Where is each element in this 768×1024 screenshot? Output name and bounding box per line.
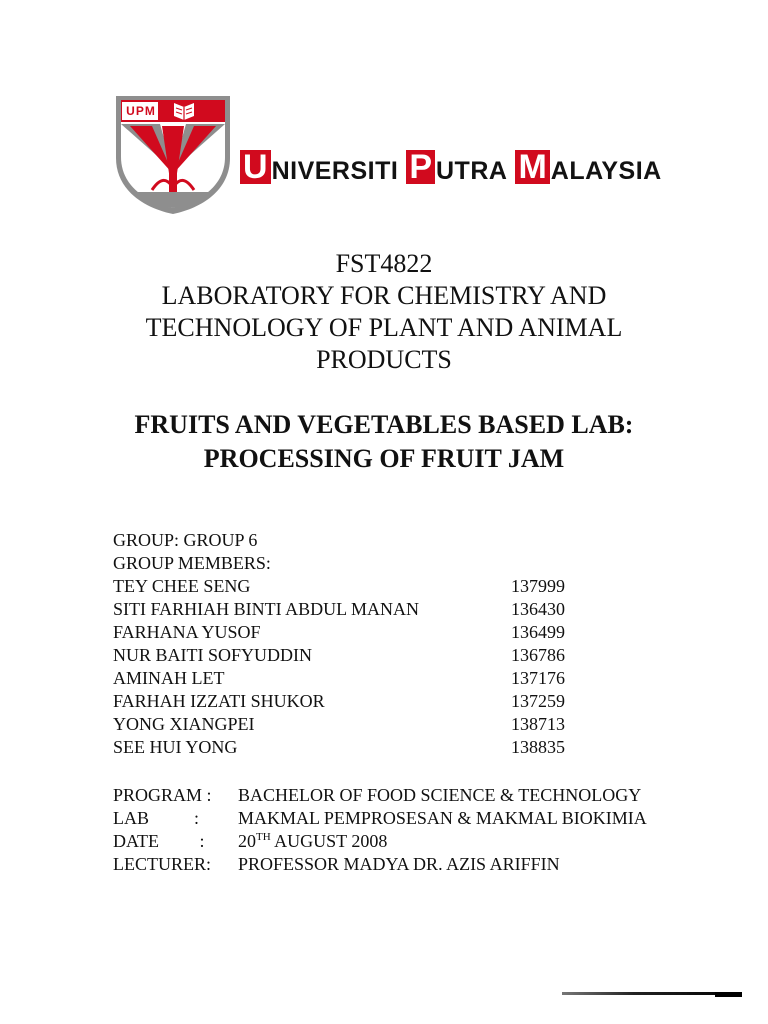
word-rest-1: NIVERSITI: [271, 157, 399, 185]
university-name-word-2: [406, 150, 507, 184]
lab-row: [113, 807, 753, 830]
member-id: 136786: [511, 645, 565, 665]
date-rest: AUGUST 2008: [270, 831, 388, 851]
member-row: [113, 644, 713, 667]
date-row: [113, 830, 753, 853]
initial-u: U: [240, 150, 271, 184]
member-id: 136499: [511, 622, 565, 642]
lab-value: MAKMAL PEMPROSESAN & MAKMAL BIOKIMIA: [238, 808, 647, 828]
lab-title: [60, 408, 708, 476]
date-value: [238, 830, 387, 853]
university-name: [240, 138, 670, 184]
report-details: [113, 784, 753, 876]
member-row: [113, 575, 713, 598]
university-name-word-3: [515, 150, 661, 184]
course-code: FST4822: [335, 249, 433, 278]
lab-title-line-2: PROCESSING OF FRUIT JAM: [203, 444, 565, 473]
program-label: PROGRAM :: [113, 785, 212, 805]
member-name: SEE HUI YONG: [113, 737, 238, 757]
program-value: BACHELOR OF FOOD SCIENCE & TECHNOLOGY: [238, 785, 642, 805]
date-day: 20: [238, 831, 256, 851]
member-name: FARHANA YUSOF: [113, 622, 261, 642]
group-number: GROUP: GROUP 6: [113, 530, 258, 550]
course-heading: [60, 248, 708, 376]
signature-line-end: [715, 992, 742, 997]
member-id: 137259: [511, 691, 565, 711]
word-rest-2: UTRA: [436, 157, 508, 185]
group-info: [113, 529, 713, 575]
course-title-line-3: PRODUCTS: [316, 345, 452, 374]
member-id: 136430: [511, 599, 565, 619]
lab-label: LAB :: [113, 808, 200, 828]
member-name: NUR BAITI SOFYUDDIN: [113, 645, 313, 665]
member-row: [113, 667, 713, 690]
member-row: [113, 690, 713, 713]
university-name-word-1: [240, 150, 398, 184]
upm-badge: UPM: [126, 104, 156, 118]
member-id: 138713: [511, 714, 565, 734]
course-title-line-2: TECHNOLOGY OF PLANT AND ANIMAL: [145, 313, 623, 342]
member-id: 138835: [511, 737, 565, 757]
member-row: [113, 598, 713, 621]
member-name: YONG XIANGPEI: [113, 714, 255, 734]
member-name: TEY CHEE SENG: [113, 576, 251, 596]
member-id: 137999: [511, 576, 565, 596]
initial-m: M: [515, 150, 549, 184]
member-id: 137176: [511, 668, 565, 688]
member-row: [113, 713, 713, 736]
university-header: [114, 94, 734, 218]
date-suffix: TH: [256, 831, 271, 843]
course-title-line-1: LABORATORY FOR CHEMISTRY AND: [161, 281, 607, 310]
member-list: [113, 575, 713, 759]
word-rest-3: ALAYSIA: [550, 157, 662, 185]
initial-p: P: [406, 150, 435, 184]
lab-title-line-1: FRUITS AND VEGETABLES BASED LAB:: [134, 410, 634, 439]
program-row: [113, 784, 753, 807]
member-name: SITI FARHIAH BINTI ABDUL MANAN: [113, 599, 419, 619]
member-row: [113, 621, 713, 644]
member-row: [113, 736, 713, 759]
lecturer-row: [113, 853, 753, 876]
member-name: FARHAH IZZATI SHUKOR: [113, 691, 325, 711]
members-heading: GROUP MEMBERS:: [113, 553, 271, 573]
member-name: AMINAH LET: [113, 668, 225, 688]
lecturer-value: PROFESSOR MADYA DR. AZIS ARIFFIN: [238, 854, 560, 874]
lecturer-label: LECTURER:: [113, 854, 211, 874]
date-label: DATE :: [113, 831, 205, 851]
